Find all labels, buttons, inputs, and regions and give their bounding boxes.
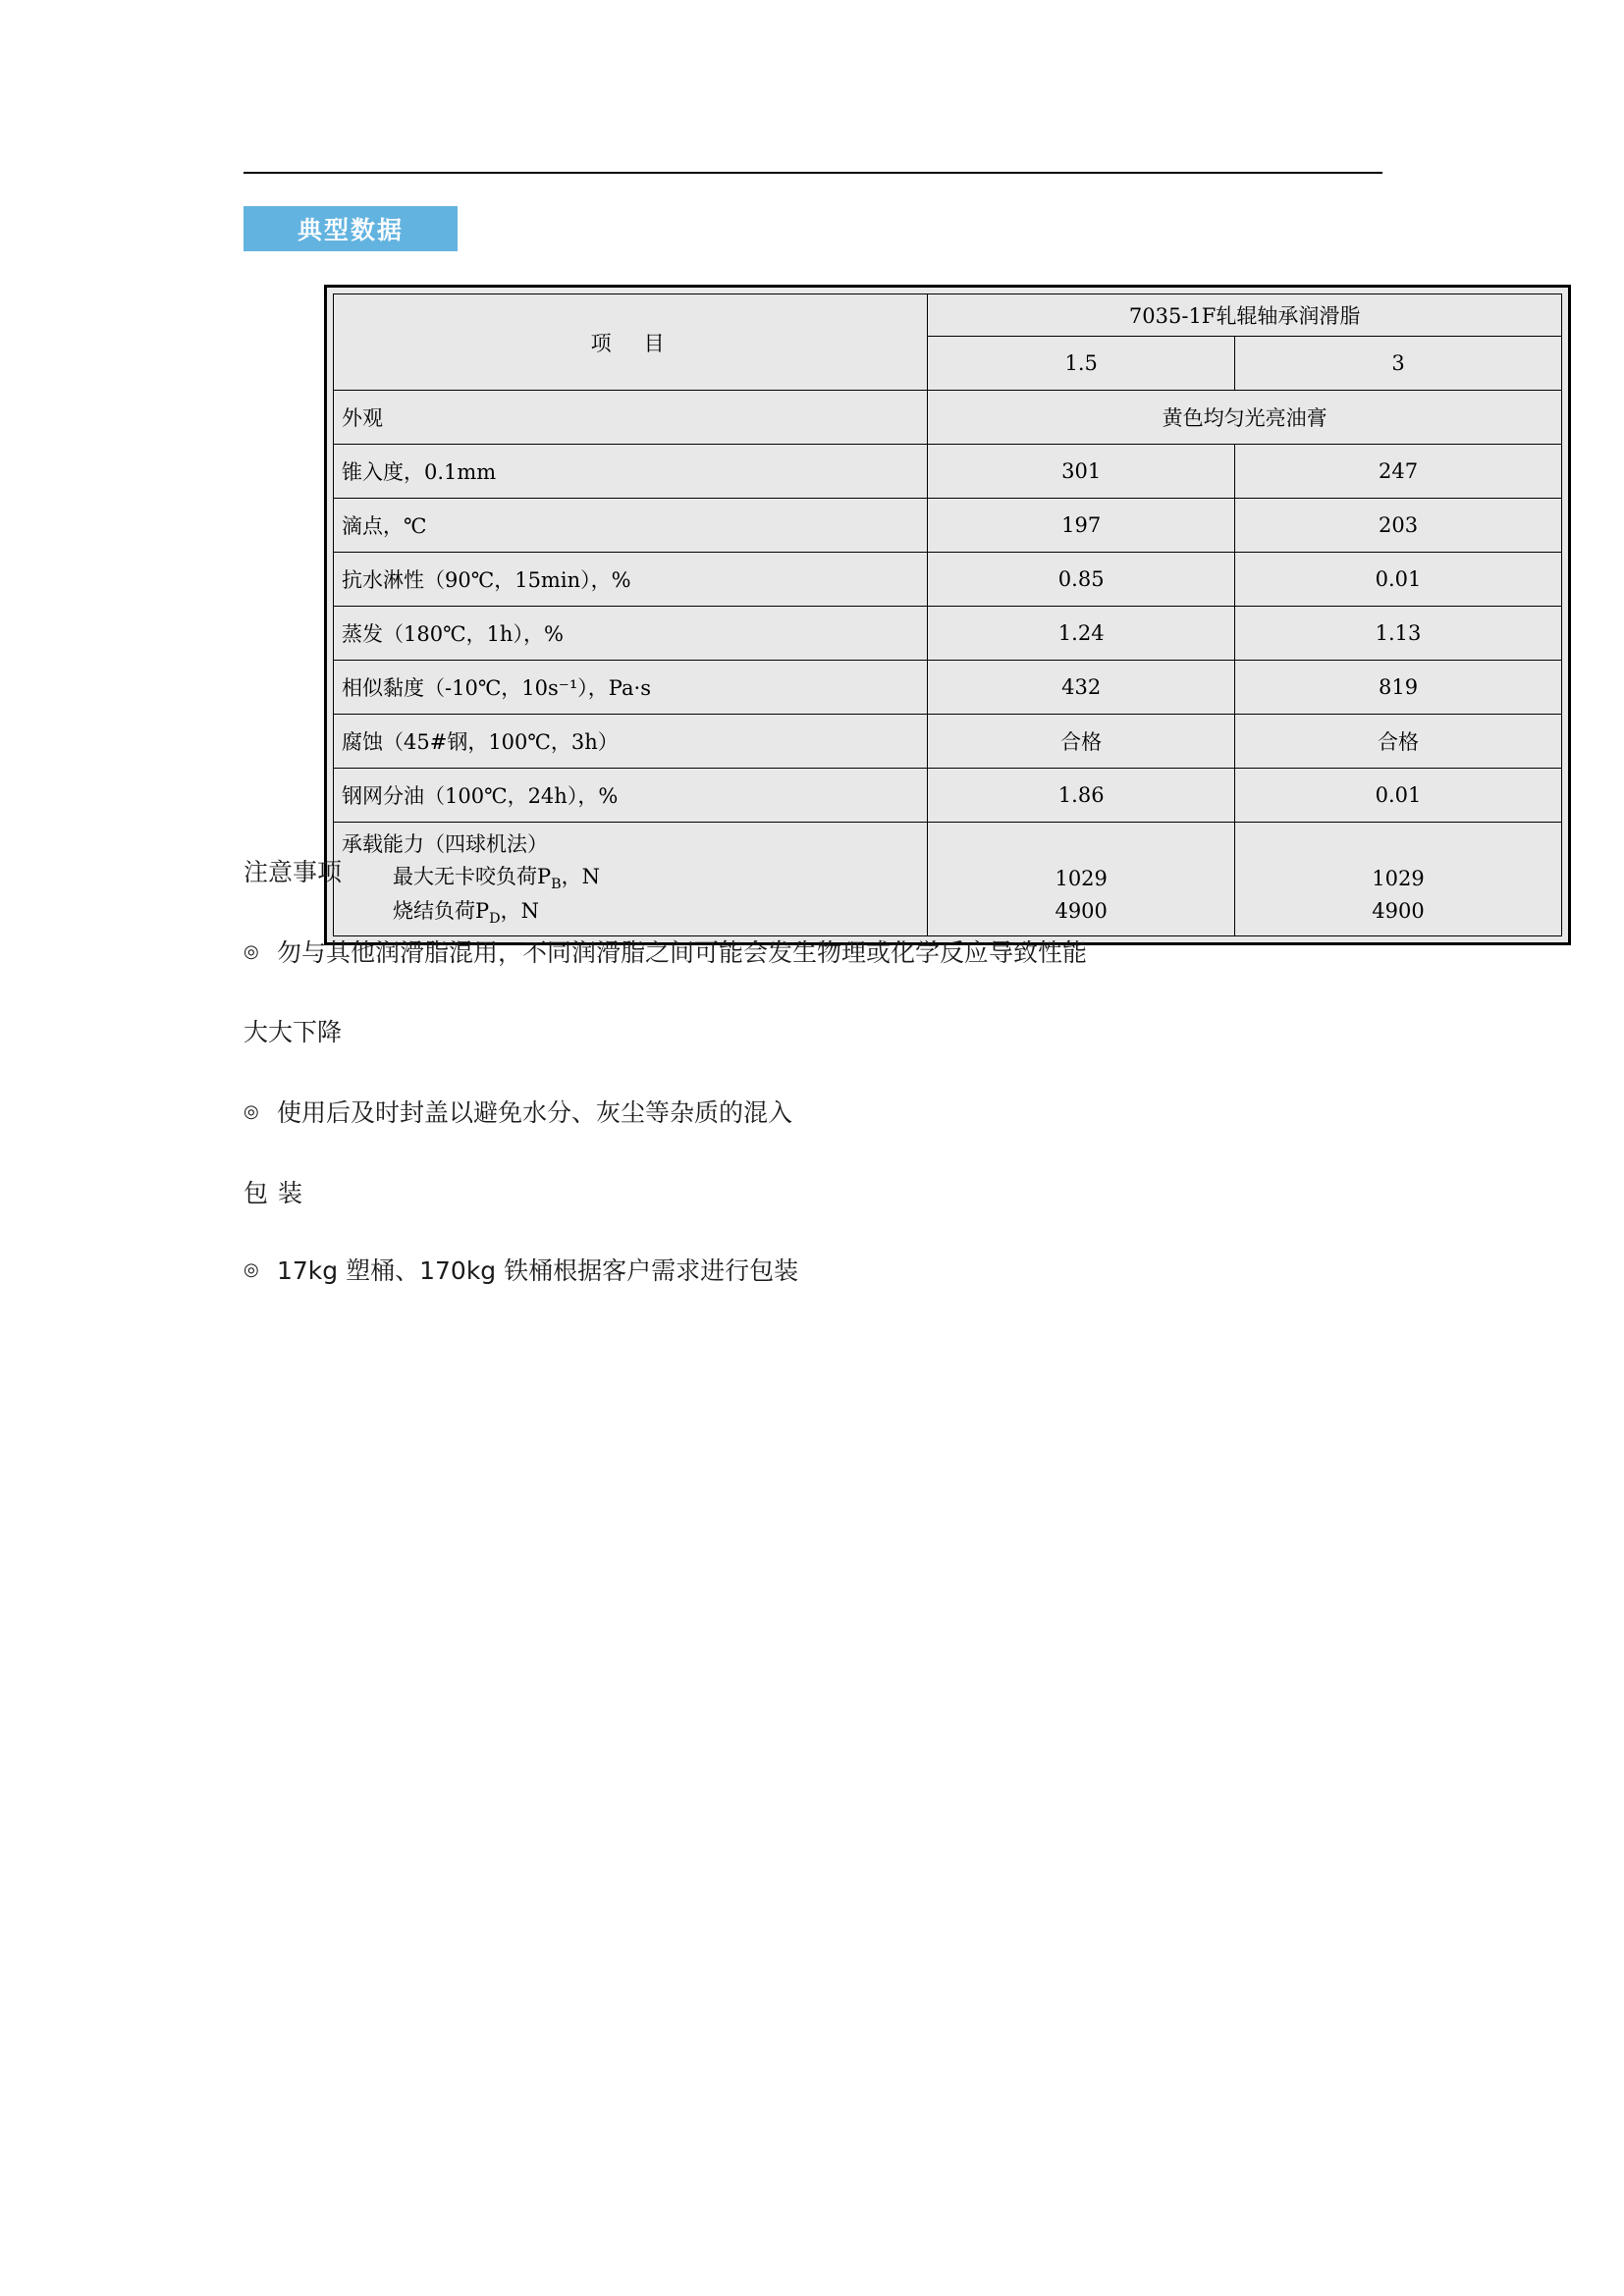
note-text-1: 勿与其他润滑脂混用，不同润滑脂之间可能会发生物理或化学反应导致性能 <box>277 937 1088 967</box>
bearing-title: 承载能力（四球机法） <box>342 832 548 856</box>
table-row <box>334 661 1562 715</box>
row-value-grade1: 432 <box>928 661 1235 715</box>
note-text-1-continuation: 大大下降 <box>244 1018 343 1046</box>
row-value-grade2: 819 <box>1235 661 1562 715</box>
table-header-product: 7035-1F轧辊轴承润滑脂 <box>928 294 1562 337</box>
list-item <box>244 1253 1422 1290</box>
bearing-line-2-sub: D <box>489 911 501 928</box>
row-item-label: 腐蚀（45#钢，100℃，3h） <box>334 715 928 769</box>
section-badge-label: 典型数据 <box>297 216 404 244</box>
bullet-icon: ◎ <box>244 1259 259 1279</box>
table-row <box>334 553 1562 607</box>
list-item <box>244 1095 1422 1132</box>
row-value-grade1: 0.85 <box>928 553 1235 607</box>
typical-data-table <box>333 294 1562 936</box>
bearing-pd-grade1: 4900 <box>1055 898 1108 923</box>
table-header-grade-2: 3 <box>1235 337 1562 391</box>
packaging-text: 17kg 塑桶、170kg 铁桶根据客户需求进行包装 <box>277 1256 799 1285</box>
notes-title: 注意事项 <box>244 858 343 886</box>
row-value-grade2: 合格 <box>1235 715 1562 769</box>
row-value-grade1: 1.24 <box>928 607 1235 661</box>
bearing-line-1-label: 最大无卡咬负荷P <box>393 864 552 888</box>
bearing-line-2-label: 烧结负荷P <box>393 898 490 923</box>
row-item-label: 蒸发（180℃，1h），% <box>334 607 928 661</box>
row-value-grade1: 1.86 <box>928 769 1235 823</box>
document-body <box>244 854 1422 1333</box>
note-text-2: 使用后及时封盖以避免水分、灰尘等杂质的混入 <box>277 1097 793 1127</box>
row-value-grade1: 197 <box>928 499 1235 553</box>
bullet-icon: ◎ <box>244 1100 259 1121</box>
table-row <box>334 391 1562 445</box>
table-row <box>334 499 1562 553</box>
table-header-grade-1: 1.5 <box>928 337 1235 391</box>
bearing-pb-grade1: 1029 <box>1055 867 1108 891</box>
row-value-grade1: 301 <box>928 445 1235 499</box>
row-value-merged: 黄色均匀光亮油膏 <box>928 391 1562 445</box>
row-value-grade1: 合格 <box>928 715 1235 769</box>
bearing-line-2-unit: ，N <box>500 898 539 923</box>
bearing-line-1-unit: ，N <box>561 864 600 888</box>
row-value-grade2: 1.13 <box>1235 607 1562 661</box>
row-value-grade2: 203 <box>1235 499 1562 553</box>
bearing-pb-grade2: 1029 <box>1372 867 1425 891</box>
row-item-label: 抗水淋性（90℃，15min），% <box>334 553 928 607</box>
bearing-pd-grade2: 4900 <box>1372 898 1425 923</box>
row-item-label: 外观 <box>334 391 928 445</box>
packaging-title: 包 装 <box>244 1179 303 1207</box>
row-item-label: 滴点，℃ <box>334 499 928 553</box>
list-item <box>244 934 1422 972</box>
typical-data-table-frame <box>324 285 1571 945</box>
row-item-label: 钢网分油（100℃，24h），% <box>334 769 928 823</box>
header-divider <box>244 172 1382 174</box>
row-item-label: 相似黏度（-10℃，10s⁻¹），Pa·s <box>334 661 928 715</box>
table-row <box>334 607 1562 661</box>
table-row <box>334 715 1562 769</box>
table-row <box>334 445 1562 499</box>
row-item-label: 锥入度，0.1mm <box>334 445 928 499</box>
table-header-item: 项 目 <box>334 294 928 391</box>
table-header-row-1 <box>334 294 1562 337</box>
table-row <box>334 769 1562 823</box>
row-value-grade2: 0.01 <box>1235 553 1562 607</box>
section-badge <box>244 206 458 251</box>
row-value-grade2: 247 <box>1235 445 1562 499</box>
bullet-icon: ◎ <box>244 940 259 961</box>
bearing-line-1-sub: B <box>551 876 562 892</box>
row-value-grade2: 0.01 <box>1235 769 1562 823</box>
